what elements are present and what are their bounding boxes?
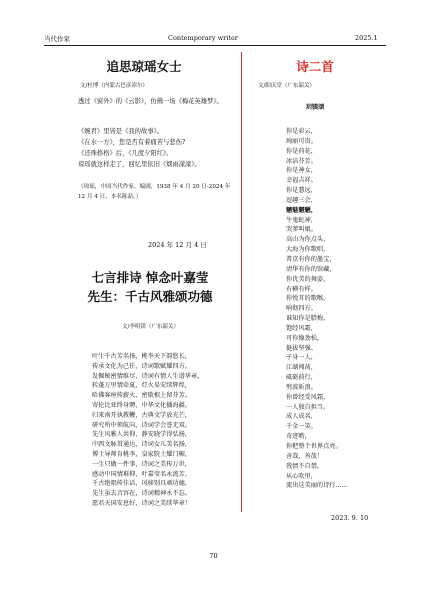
poem-line: 你曾经受风霜，: [286, 393, 330, 401]
poem-line: 一生只做一件事，诗词之美传万世，: [92, 460, 191, 468]
poem-line: 中西文脉贯通达，诗词女儿美名扬，: [92, 441, 191, 449]
poem-title: 玥镁颂: [305, 104, 325, 111]
poem-line: 传承文化为己任，诗词歌赋耀四方。: [92, 362, 191, 370]
running-header-issue: 2025.1: [355, 34, 378, 42]
poem-line: 成人成名，: [286, 413, 317, 421]
poem-line: 挺拔坚强。: [286, 344, 317, 352]
poem-line: 研究所中领航向，诗词学会誉无双。: [92, 421, 191, 429]
poem-line: 幸福吉祥。: [286, 177, 317, 185]
article1-note: （琼瑶，中国当代作家、编剧，1938 年 4 月 20 日-2024 年 12 月 4 日，本名陈喆。）: [78, 184, 231, 200]
poem-line: 哭爹叫娘。: [286, 226, 317, 234]
poem-line: 冰洁芬芳。: [286, 157, 317, 165]
article1-paragraph: 透过《窗外》的《云影》，仿佛一场《梅花英雄梦》。: [78, 98, 223, 105]
poem-line: 奇迹哟，: [286, 433, 311, 441]
article1-date: 2024 年 12 月 4 日: [148, 241, 207, 249]
article1-paragraph: 琼瑶就这样走了，回忆里依旧《烟雨濛濛》。: [78, 161, 201, 168]
poem-line: 劈波斩浪。: [286, 383, 317, 391]
poem-line: 牛鬼蛇神，: [286, 216, 317, 224]
running-header-title: Contemporary writer: [168, 34, 238, 42]
poem-line: 叶生千古芳名扬，桃李天下韵悠长，: [92, 353, 191, 360]
poem-line: 清华有你的馆藏，: [286, 265, 336, 273]
poem-line: 一人独自担当。: [286, 403, 330, 411]
poem-line: 有横有样。: [286, 285, 317, 293]
poem-line: 谁知你是腊梅，: [286, 315, 330, 323]
poem-line: 砥砺前行，: [286, 374, 317, 382]
poem-line: 魑魅魍魉，: [286, 206, 317, 214]
poem-line: 你把整个世界点亮。: [286, 443, 342, 450]
poem-line: 你优美的舞姿，: [286, 275, 330, 283]
article1-byline: 文/杜博（内蒙古巴彦淖尔）: [80, 83, 148, 89]
article1-paragraph: 《婉君》里皆是《我的故事》。: [78, 128, 164, 135]
poem-line: 响彻四方。: [286, 305, 317, 313]
article2-poem: [92, 352, 240, 509]
poem-line: 我情不自禁，: [286, 462, 324, 470]
poem-line: 愿君天国安息好，诗词之美续华章！: [92, 499, 191, 507]
poem-line: 千金一笑。: [286, 423, 317, 431]
poem-line: 你是慧远，: [286, 187, 317, 195]
poem-line: 转蓬万里情牵夏，灯火易安续辉煌，: [92, 382, 191, 390]
column-divider: [241, 52, 242, 512]
poem-line: 流出这美丽的诗行……: [286, 482, 348, 490]
poem-line: 寄伦比亚终身聘，中华文化播海疆。: [92, 401, 191, 409]
poem-line: 感动中国情难抑，叶嘉莹名永流芳。: [92, 470, 191, 478]
poem-line: 先生虽去音容在，诗词精神永不忘。: [92, 490, 191, 498]
article2-byline: 文/李明镁（广东韶关）: [122, 324, 179, 330]
poem-line: 饱经风霜，: [286, 324, 317, 332]
poem-date: 2023. 9. 10: [331, 514, 369, 522]
poem-line: 江湖闯荡，: [286, 364, 317, 372]
poem-line: 先生风雅人共仰，静安晓学得弘扬，: [92, 431, 191, 439]
running-header-journal: 当代作家: [44, 35, 70, 43]
poem-line: 你是彩云，: [286, 128, 317, 135]
poem-line: 发掘秘密情维尽，诗词有情人生谱华章。: [92, 372, 204, 380]
poem-line: 绚丽可贵。: [286, 137, 317, 145]
header-rule: [44, 45, 386, 46]
article2-title-line1: 七言排诗 悼念叶嘉莹: [91, 270, 209, 285]
poem-line: 哈佛客座传薪火，密歇根上留芬芳。: [92, 392, 191, 400]
article1-title: 追思琼瑶女士: [106, 59, 182, 74]
article1-paragraph: 《还珠格格》后，《几度夕阳红》。: [78, 150, 173, 157]
poem-line: 归来南开执教鞭，古典文学放光芒，: [92, 411, 191, 419]
poem-line: 普京有你的墨宝，: [286, 255, 336, 263]
poem-line: 你是荷花，: [286, 147, 317, 155]
poem-line: 逗趣三会，: [286, 196, 317, 204]
right-poem: [286, 127, 386, 491]
poem-line: 大海为你歌唱，: [286, 246, 330, 254]
section-title: 诗二首: [296, 59, 334, 74]
poem-line: 高山为你点头，: [286, 236, 330, 244]
poem-line: 博士导师育桃李，皇家院士耀门楣，: [92, 450, 191, 458]
poem-line: 你悦耳的歌喉，: [286, 295, 330, 303]
poem-line: 善哉，善哉！: [286, 452, 324, 460]
poem-line: 千古绝唱传佳话，风移别具顽功德，: [92, 480, 191, 488]
article2-title-line2: 先生：千古风雅颂功德: [87, 289, 213, 304]
poem-line: 你是神女，: [286, 167, 317, 175]
page-number: 70: [209, 552, 218, 560]
poem-line: 可你像劲松，: [286, 334, 324, 342]
poem-line: 从心吹里，: [286, 472, 317, 480]
article1-paragraph: 《在水一方》，您是否有着痛苦与悲伤?: [78, 139, 186, 146]
poem-byline: 文/阳庆堂（广东韶关）: [258, 83, 315, 89]
poem-line: 孑身一人，: [286, 354, 317, 362]
